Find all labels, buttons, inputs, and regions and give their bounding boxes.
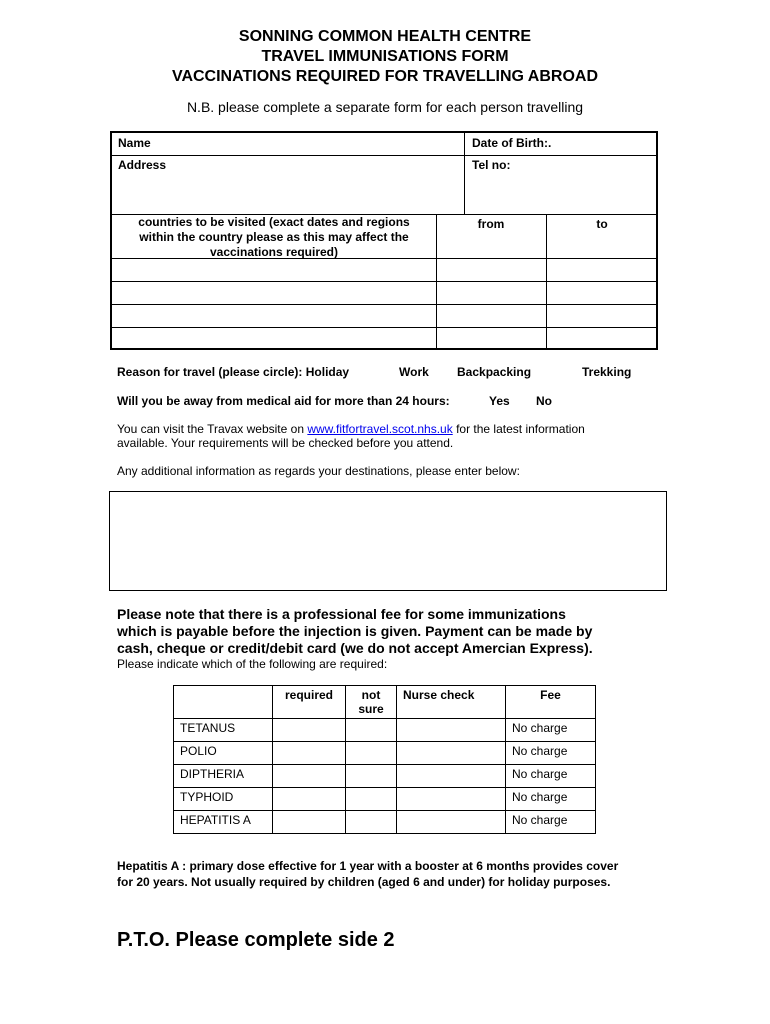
not-sure-cell[interactable] bbox=[346, 742, 397, 765]
form-title-line-1: SONNING COMMON HEALTH CENTRE bbox=[238, 28, 532, 45]
nurse-check-cell[interactable] bbox=[397, 742, 506, 765]
header-fee: Fee bbox=[506, 686, 596, 719]
not-sure-cell[interactable] bbox=[346, 788, 397, 811]
to-label: to bbox=[596, 217, 608, 231]
required-cell[interactable] bbox=[273, 788, 346, 811]
personal-details-table bbox=[110, 131, 658, 350]
from-label: from bbox=[477, 217, 505, 231]
vaccine-table-header bbox=[174, 686, 596, 719]
table-row bbox=[174, 811, 596, 834]
table-row bbox=[174, 788, 596, 811]
header-required: required bbox=[273, 686, 346, 719]
nurse-check-cell[interactable] bbox=[397, 811, 506, 834]
travax-info: You can visit the Travax website on www.fitfortravel.scot.nhs.uk for the latest information available. Your requirements will be checked before you attend. bbox=[117, 422, 585, 450]
country-input-3[interactable] bbox=[112, 305, 435, 327]
header-vaccine bbox=[174, 686, 273, 719]
not-sure-cell[interactable] bbox=[346, 765, 397, 788]
hepatitis-note: Hepatitis A : primary dose effective for 1 year with a booster at 6 months provides cover for 20 years. Not usually required by children (aged 6 and under) for holiday purposes. bbox=[117, 859, 619, 889]
nurse-check-cell[interactable] bbox=[397, 765, 506, 788]
travax-link[interactable]: www.fitfortravel.scot.nhs.uk bbox=[307, 422, 453, 436]
country-input-1[interactable] bbox=[112, 259, 435, 281]
tel-label: Tel no: bbox=[472, 158, 511, 172]
vaccine-name: TYPHOID bbox=[174, 788, 273, 811]
fee-cell: No charge bbox=[506, 765, 596, 788]
vaccine-name: DIPTHERIA bbox=[174, 765, 273, 788]
fee-cell: No charge bbox=[506, 742, 596, 765]
fee-cell: No charge bbox=[506, 719, 596, 742]
separate-form-note: N.B. please complete a separate form for each person travelling bbox=[186, 99, 584, 115]
medical-aid-no[interactable]: No bbox=[536, 394, 552, 408]
name-label: Name bbox=[118, 136, 151, 150]
indicate-prompt: Please indicate which of the following are required: bbox=[117, 657, 388, 671]
additional-info-prompt: Any additional information as regards your destinations, please enter below: bbox=[117, 464, 520, 478]
table-row bbox=[174, 765, 596, 788]
form-title-line-2: TRAVEL IMMUNISATIONS FORM bbox=[261, 48, 509, 65]
fee-cell: No charge bbox=[506, 788, 596, 811]
reason-label: Reason for travel (please circle): Holiday bbox=[117, 365, 350, 379]
form-title-line-3: VACCINATIONS REQUIRED FOR TRAVELLING ABROAD bbox=[171, 68, 599, 85]
required-cell[interactable] bbox=[273, 765, 346, 788]
medical-aid-question: Will you be away from medical aid for more than 24 hours: bbox=[117, 394, 450, 408]
header-nurse-check: Nurse check bbox=[397, 686, 506, 719]
nurse-check-cell[interactable] bbox=[397, 719, 506, 742]
reason-work[interactable]: Work bbox=[399, 365, 429, 379]
fee-cell: No charge bbox=[506, 811, 596, 834]
reason-backpacking[interactable]: Backpacking bbox=[457, 365, 532, 379]
table-row bbox=[174, 719, 596, 742]
not-sure-cell[interactable] bbox=[346, 811, 397, 834]
address-label: Address bbox=[118, 158, 167, 172]
required-cell[interactable] bbox=[273, 742, 346, 765]
dob-label: Date of Birth:. bbox=[472, 136, 552, 150]
not-sure-cell[interactable] bbox=[346, 719, 397, 742]
pto-note: P.T.O. Please complete side 2 bbox=[117, 929, 395, 951]
country-input-4[interactable] bbox=[112, 328, 435, 350]
table-row bbox=[174, 742, 596, 765]
country-input-2[interactable] bbox=[112, 282, 435, 304]
vaccine-name: HEPATITIS A bbox=[174, 811, 273, 834]
vaccine-table bbox=[173, 685, 596, 834]
required-cell[interactable] bbox=[273, 719, 346, 742]
required-cell[interactable] bbox=[273, 811, 346, 834]
fee-note: Please note that there is a professional fee for some immunizations which is payable before the injection is given. Payment can be made by cash, cheque or credit/debit card (we do not accept Amercian Express). bbox=[117, 606, 593, 656]
medical-aid-yes[interactable]: Yes bbox=[489, 394, 510, 408]
reason-trekking[interactable]: Trekking bbox=[582, 365, 632, 379]
header-not-sure: not sure bbox=[346, 686, 397, 719]
vaccine-name: POLIO bbox=[174, 742, 273, 765]
nurse-check-cell[interactable] bbox=[397, 788, 506, 811]
additional-info-box[interactable] bbox=[109, 491, 667, 591]
countries-header: countries to be visited (exact dates and regions within the country please as this may affect the vaccinations required) bbox=[138, 215, 410, 259]
vaccine-name: TETANUS bbox=[174, 719, 273, 742]
